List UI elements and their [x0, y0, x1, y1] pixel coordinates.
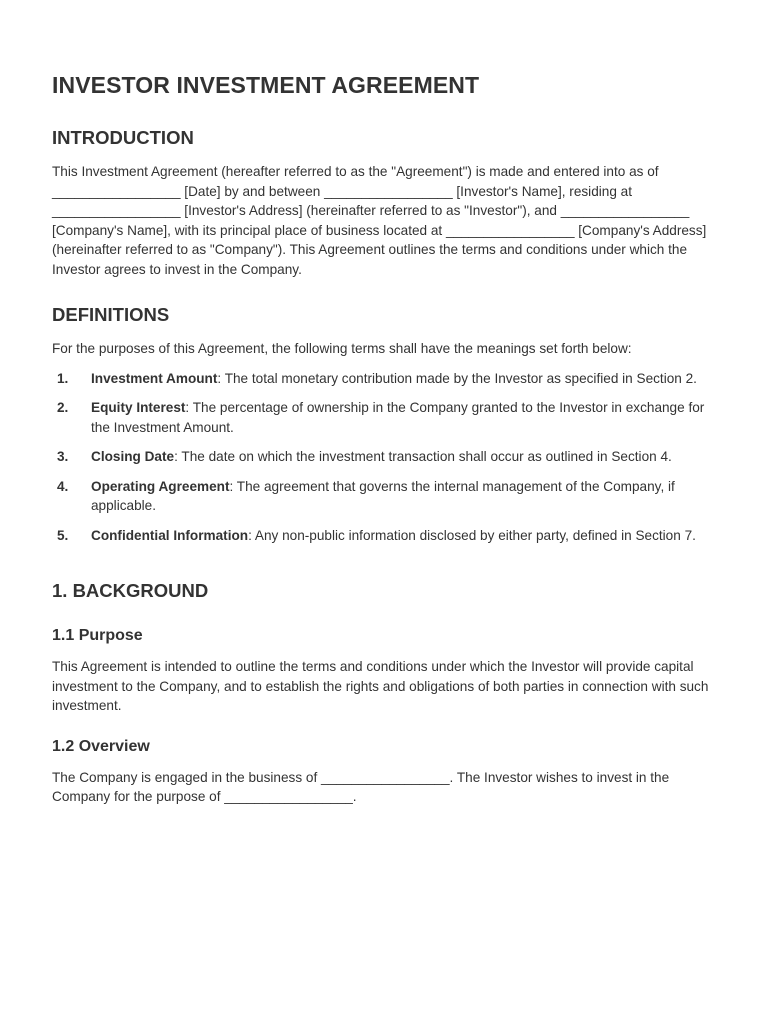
definition-term: Equity Interest: [91, 400, 186, 415]
definition-desc: : Any non-public information disclosed by either party, defined in Section 7.: [248, 527, 696, 543]
overview-heading: 1.2 Overview: [52, 737, 150, 755]
definition-item: [52, 369, 720, 389]
definition-body: [91, 447, 720, 467]
definition-item: [52, 447, 720, 467]
background-heading: 1. BACKGROUND: [52, 580, 209, 601]
definition-body: [91, 369, 720, 389]
definition-body: [91, 398, 720, 437]
definition-body: [91, 477, 720, 516]
definition-desc: : The agreement that governs the internal management of the Company, if applicable.: [91, 478, 675, 513]
introduction-heading: INTRODUCTION: [52, 127, 194, 148]
background-section: [52, 579, 720, 807]
overview-paragraph: The Company is engaged in the business of _________________. The Investor wishes to invest in the Company for the purpose of _________________.: [52, 769, 670, 804]
definition-number: 3.: [57, 449, 69, 464]
definition-number: 5.: [57, 527, 69, 543]
definition-term: Operating Agreement: [91, 478, 230, 494]
definitions-intro: For the purposes of this Agreement, the following terms shall have the meanings set forth below:: [52, 341, 632, 356]
document-title: INVESTOR INVESTMENT AGREEMENT: [52, 72, 480, 98]
definitions-section: [52, 303, 720, 545]
purpose-paragraph: This Agreement is intended to outline the terms and conditions under which the Investor will provide capital investment to the Company, and to establish the rights and obligations of both parties in connection with such investment.: [52, 659, 709, 713]
definition-item: [52, 477, 720, 516]
definition-term: Closing Date: [91, 449, 175, 464]
introduction-paragraph: This Investment Agreement (hereafter referred to as the "Agreement") is made and entered into as of _________________ [Date] by and between _________________ [Investor's Name], residing at _________________ [Investor's Address] (hereinafter referred to as "Investor"), and _________________ [Company's Name], with its principal place of business located at _________________ [Company's Address] (hereinafter referred to as "Company"). This Agreement outlines the terms and conditions under which the Investor agrees to invest in the Company.: [52, 164, 707, 277]
definitions-list: [52, 369, 720, 546]
purpose-heading: 1.1 Purpose: [52, 627, 143, 644]
definitions-heading: DEFINITIONS: [52, 304, 170, 325]
introduction-section: [52, 126, 720, 279]
definition-body: [91, 526, 720, 546]
definition-item: [52, 526, 720, 546]
definition-number: 4.: [57, 478, 69, 494]
definition-number: 1.: [57, 370, 69, 386]
definition-term: Confidential Information: [91, 527, 249, 543]
definition-desc: : The total monetary contribution made by the Investor as specified in Section 2.: [217, 370, 697, 386]
definition-desc: : The date on which the investment transaction shall occur as outlined in Section 4.: [174, 449, 672, 464]
definition-item: [52, 398, 720, 437]
definition-desc: : The percentage of ownership in the Company granted to the Investor in exchange for the Investment Amount.: [91, 400, 705, 435]
definition-term: Investment Amount: [91, 370, 218, 386]
definition-number: 2.: [57, 400, 69, 415]
